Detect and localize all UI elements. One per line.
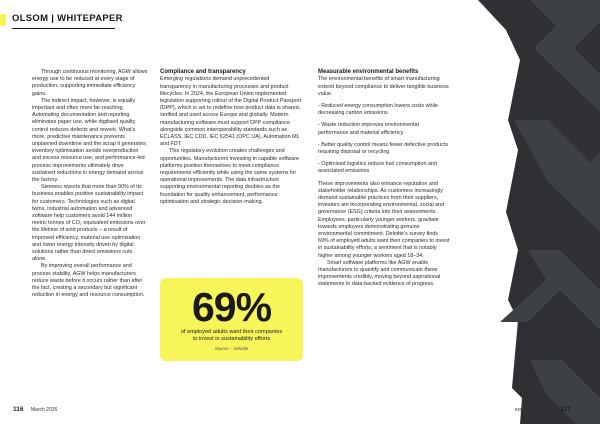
body-paragraph: The environmental benefits of smart manufacturing extend beyond compliance to deliver tangible business value. xyxy=(318,76,449,97)
benefits-list xyxy=(318,103,450,176)
list-item: - Waste reduction improves environmental performance and material efficiency xyxy=(318,122,419,136)
stat-value: 69% xyxy=(191,284,272,330)
section-heading-compliance: Compliance and transparency xyxy=(160,69,246,75)
column-middle xyxy=(160,69,302,206)
page-number-right: 117 xyxy=(560,406,571,413)
issue-date: March 2026 xyxy=(30,407,58,413)
header-divider xyxy=(12,28,115,29)
footer-right xyxy=(515,406,571,413)
column-right xyxy=(318,69,450,289)
stat-callout-box xyxy=(160,278,303,361)
body-paragraph: Through continuous monitoring, AGW allows energy use to be reduced at every stage of production, supporting immediate efficiency gains. xyxy=(32,69,148,97)
stat-source: Source – Deloitte xyxy=(214,345,249,351)
body-paragraph: Smart software platforms like AGW enable manufacturers to quantify and communicate these improvements credibly, moving beyond aspirational statements to data-backed evidence of progress. xyxy=(318,259,441,288)
body-paragraph: This regulatory evolution creates challenges and opportunities. Manufacturers investing in capable software platforms position themselves to meet compliance requirements efficiently while using the same systems for operational improvements. The data infrastructure supporting environmental reporting doubles as the foundation for quality enhancement, performance optimisation and strategic decision-making. xyxy=(160,148,300,205)
body-paragraph: Emerging regulations demand unprecedented transparency in manufacturing processes and product lifecycles. In 2024, the European Union implemented legislation supporting rollout of the Digital Product Passport (DPP), which is set to redefine how product data is shared, verified and used across Europe and globally. Modern manufacturing software must support DPP compliance alongside common interoperability standards such as ECLASS, IEC CDD, IEC 62541 (OPC UA), Automation ML and FDT. xyxy=(160,76,302,148)
body-paragraph: These improvements also enhance reputation and stakeholder relationships. As customers increasingly demand sustainable practices from their suppliers, investors are incorporating environmental, social and governance (ESG) criteria into their assessments. Employees, particularly younger workers, gravitate towards employers demonstrating genuine environmental commitment. Deloitte's survey finds 69% of employed adults want their companies to invest in sustainability efforts, a sentiment that is notably higher among younger workers aged 18–34. xyxy=(318,180,450,259)
list-item: - Better quality control means fewer defective products requiring disposal or recycling xyxy=(318,141,449,156)
site-url: ecmagazine.com xyxy=(515,407,553,413)
list-item: - Optimised logistics reduce fuel consumption and associated emissions xyxy=(318,161,437,175)
section-heading-environmental: Measurable environmental benefits xyxy=(318,69,419,75)
column-left xyxy=(32,69,148,300)
body-paragraph: Siemens reports that more than 90% of its business enables positive sustainability impact for customers. Technologies such as digital twins, industrial automation and advanced software help customers avoid 144 million metric tonnes of CO₂ equivalent emissions over the lifetime of sold products – a result of improved efficiency, material use optimisation and lower energy intensity driven by digital solutions rather than direct emissions cuts alone. xyxy=(32,184,146,263)
list-item: - Reduced energy consumption lowers costs while decreasing carbon emissions xyxy=(318,103,438,117)
footer-left xyxy=(13,406,57,413)
stat-description: of employed adults want their companies to invest in sustainability efforts xyxy=(180,329,283,342)
page-number-left: 116 xyxy=(13,406,24,413)
body-paragraph: By improving overall performance and process stability, AGW helps manufacturers reduce waste before it occurs rather than after the fact, creating a secondary but significant reduction in energy and resource consumption. xyxy=(32,263,145,299)
body-paragraph: The indirect impact, however, is equally important and often more far-reaching. Automating documentation and reporting eliminates paper use, while digitised quality control reduces defects and rework. What's more, predictive maintenance prevents unplanned downtime and the scrap it generates; inventory optimisation avoids overproduction and excess resource use; and performance-led process improvements ultimately drive sustained reductions in energy demand across the factory. xyxy=(32,97,148,184)
header-accent-bar xyxy=(0,14,6,26)
page-header-title: OLSOM | WHITEPAPER xyxy=(12,13,123,24)
